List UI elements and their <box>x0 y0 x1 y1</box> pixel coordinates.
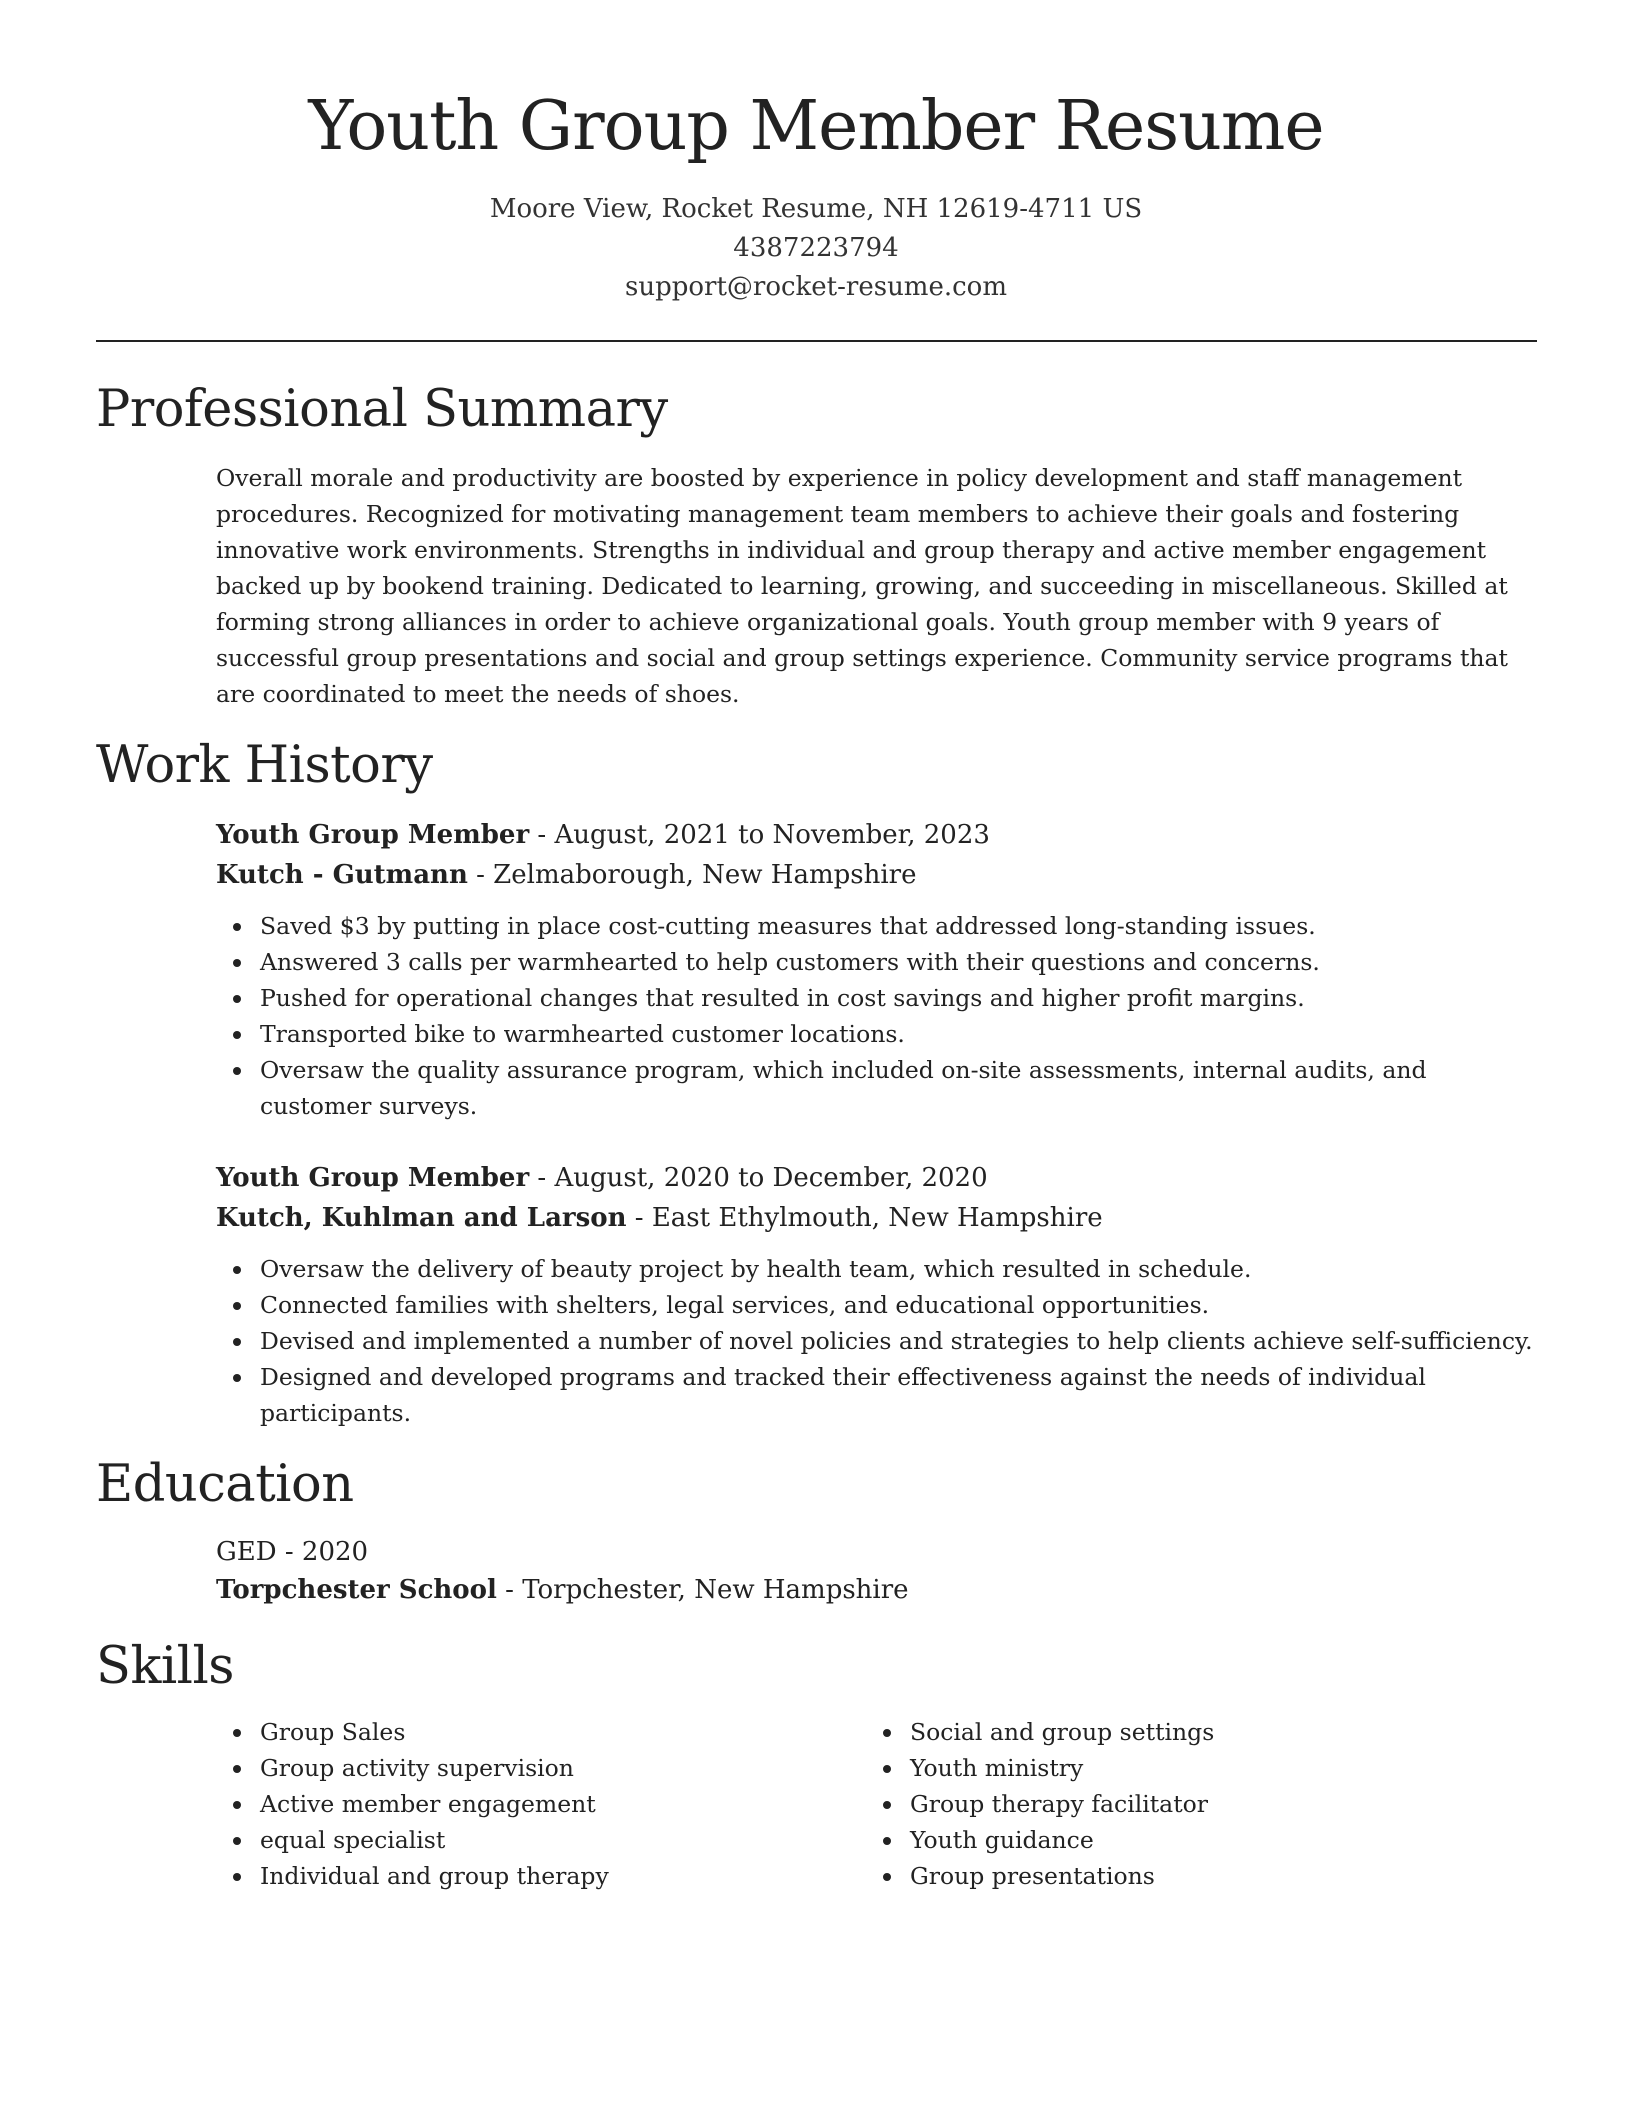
summary-block <box>216 460 1537 712</box>
education-year: - 2020 <box>276 1537 369 1567</box>
work-history-heading: Work History <box>96 736 433 795</box>
job-location: - East Ethylmouth, New Hampshire <box>626 1203 1103 1233</box>
education-degree-line <box>216 1533 1537 1571</box>
summary-text: Overall morale and productivity are boosted by experience in policy development and staff management procedures. Recognized for motivating management team members to achieve their goals and fostering innovative work environments. Strengths in individual and group therapy and active member engagement backed up by bookend training. Dedicated to learning, growing, and succeeding in miscellaneous. Skilled at forming strong alliances in order to achieve organizational goals. Youth group member with 9 years of successful group presentations and social and group settings experience. Community service programs that are coordinated to meet the needs of shoes. <box>216 464 1508 708</box>
job-dates: - August, 2021 to November, 2023 <box>529 820 990 850</box>
contact-info <box>0 190 1632 307</box>
skill-item: Group therapy facilitator <box>866 1786 1516 1822</box>
job-bullet: Oversaw the delivery of beauty project by health team, which resulted in schedule. <box>216 1251 1537 1287</box>
job-entry <box>216 815 1537 1124</box>
job-title: Youth Group Member <box>216 820 530 850</box>
job-bullet: Designed and developed programs and tracked their effectiveness against the needs of individual participants. <box>216 1359 1537 1431</box>
job-entry <box>216 1158 1537 1431</box>
skill-item: Active member engagement <box>216 1786 866 1822</box>
skill-item: equal specialist <box>216 1822 866 1858</box>
job-bullet: Transported bike to warmhearted customer locations. <box>216 1016 1537 1052</box>
skill-item: Social and group settings <box>866 1714 1516 1750</box>
job-location: - Zelmaborough, New Hampshire <box>467 860 917 890</box>
job-bullets <box>216 1251 1537 1431</box>
skills-column-left <box>216 1714 866 1894</box>
job-bullet: Oversaw the quality assurance program, which included on-site assessments, internal audits, and customer surveys. <box>216 1052 1537 1124</box>
job-title: Youth Group Member <box>216 1163 530 1193</box>
education-school-line <box>216 1571 1537 1609</box>
job-bullet: Devised and implemented a number of novel policies and strategies to help clients achieve self-sufficiency. <box>216 1323 1537 1359</box>
header-divider <box>96 340 1537 342</box>
job-bullets <box>216 908 1537 1124</box>
skill-item: Youth ministry <box>866 1750 1516 1786</box>
education-heading: Education <box>96 1455 354 1514</box>
job-company: Kutch, Kuhlman and Larson <box>216 1203 627 1233</box>
skills-column-right <box>866 1714 1516 1894</box>
skill-item: Group activity supervision <box>216 1750 866 1786</box>
skill-item: Group Sales <box>216 1714 866 1750</box>
job-dates: - August, 2020 to December, 2020 <box>529 1163 988 1193</box>
job-company-line <box>216 855 1537 895</box>
education-degree: GED <box>216 1537 277 1567</box>
job-bullet: Saved $3 by putting in place cost-cutting measures that addressed long-standing issues. <box>216 908 1537 944</box>
job-bullet: Connected families with shelters, legal services, and educational opportunities. <box>216 1287 1537 1323</box>
skill-item: Individual and group therapy <box>216 1858 866 1894</box>
contact-email: support@rocket-resume.com <box>624 272 1007 302</box>
job-company: Kutch - Gutmann <box>216 860 468 890</box>
contact-phone: 4387223794 <box>733 233 899 263</box>
job-title-line <box>216 1158 1537 1198</box>
skill-item: Group presentations <box>866 1858 1516 1894</box>
skills-list <box>216 1714 1537 1894</box>
summary-heading: Professional Summary <box>96 380 668 439</box>
skills-heading: Skills <box>96 1637 234 1696</box>
education-entry <box>216 1533 1537 1609</box>
education-location: - Torpchester, New Hampshire <box>496 1575 909 1605</box>
job-bullet: Answered 3 calls per warmhearted to help customers with their questions and concerns. <box>216 944 1537 980</box>
resume-title: Youth Group Member Resume <box>308 87 1324 166</box>
job-title-line <box>216 815 1537 855</box>
job-company-line <box>216 1198 1537 1238</box>
education-school: Torpchester School <box>216 1575 497 1605</box>
skill-item: Youth guidance <box>866 1822 1516 1858</box>
contact-address: Moore View, Rocket Resume, NH 12619-4711 US <box>489 194 1143 224</box>
job-bullet: Pushed for operational changes that resulted in cost savings and higher profit margins. <box>216 980 1537 1016</box>
